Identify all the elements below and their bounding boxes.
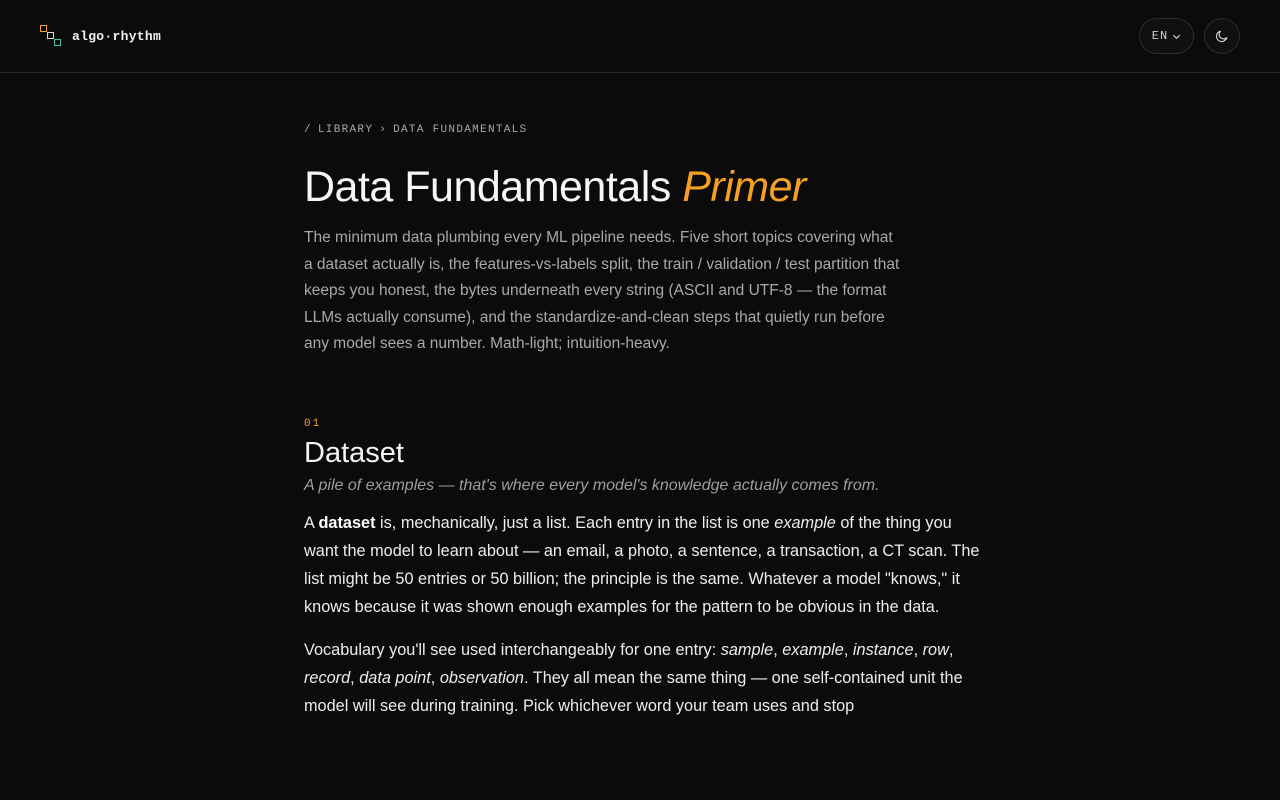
section-dataset xyxy=(304,418,984,721)
page-title-main: Data Fundamentals xyxy=(304,163,671,211)
top-bar xyxy=(0,0,1280,73)
breadcrumb-item-current: DATA FUNDAMENTALS xyxy=(393,124,528,136)
language-label: EN xyxy=(1151,29,1169,43)
page-intro: The minimum data plumbing every ML pipeline needs. Five short topics covering what a dataset actually is, the features-vs-labels split, the train / validation / test partition that keeps you honest, the bytes underneath every string (ASCII and UTF-8 — the format LLMs actually consume), and the standardize-and-clean steps that quietly run before any model sees a number. Math-light; intuition-heavy. xyxy=(304,229,900,353)
brand-link[interactable] xyxy=(40,25,161,47)
paragraph-2: Vocabulary you'll see used interchangeably for one entry: sample, example, instance, row, record, data point, observation. They all mean the same thing — one self-contained unit the model will see during training. Pick whichever word your team uses and stop xyxy=(304,640,963,716)
page-title-accent: Primer xyxy=(682,163,806,211)
section-number: 01 xyxy=(304,417,322,430)
breadcrumb xyxy=(304,124,984,136)
moon-icon xyxy=(1215,29,1229,43)
term-dataset: dataset xyxy=(318,513,376,532)
theme-toggle-button[interactable] xyxy=(1204,18,1240,54)
chevron-down-icon xyxy=(1172,32,1181,41)
header-controls xyxy=(1139,18,1240,54)
term-example: example xyxy=(774,513,836,532)
brand-name: algo·rhythm xyxy=(72,28,162,44)
main-content xyxy=(304,73,984,721)
logo-icon xyxy=(40,25,62,47)
language-selector[interactable] xyxy=(1139,18,1194,54)
breadcrumb-separator: › xyxy=(379,124,388,136)
paragraph-1: A dataset is, mechanically, just a list. Each entry in the list is one example of the thing you want the model to learn about — an email, a photo, a sentence, a transaction, a CT scan. The list might be 50 entries or 50 billion; the principle is the same. Whatever a model "knows," it knows because it was shown enough examples for the pattern to be obvious in the data. xyxy=(304,513,980,617)
breadcrumb-item-library[interactable]: LIBRARY xyxy=(317,124,374,136)
page-title xyxy=(304,164,984,211)
breadcrumb-root-separator: / xyxy=(304,124,312,136)
section-subtitle: A pile of examples — that's where every model's knowledge actually comes from. xyxy=(304,476,880,494)
section-title: Dataset xyxy=(304,436,404,469)
